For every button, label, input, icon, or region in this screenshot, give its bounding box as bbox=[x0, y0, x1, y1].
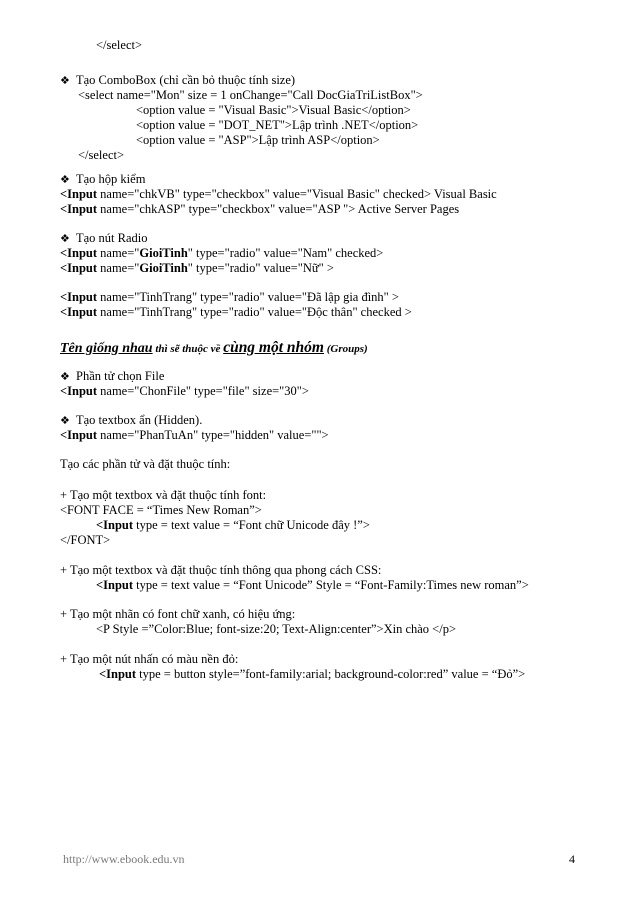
diamond-star-bullet-icon: ❖ bbox=[60, 173, 70, 186]
code-line: <Input name="chkASP" type="checkbox" value="ASP "> Active Server Pages bbox=[60, 202, 460, 216]
code-line: <select name="Mon" size = 1 onChange="Call DocGiaTriListBox"> bbox=[78, 88, 423, 102]
code-line: <FONT FACE = “Times New Roman”> bbox=[60, 503, 262, 517]
code-line: <option value = "Visual Basic">Visual Basic</option> bbox=[136, 103, 411, 117]
bullet-item-checkbox: ❖ Tạo hộp kiểm bbox=[60, 172, 146, 186]
diamond-star-bullet-icon: ❖ bbox=[60, 74, 70, 87]
code-line: <Input name="TinhTrang" type="radio" value="Đã lập gia đình" > bbox=[60, 290, 399, 304]
code-line: <Input type = button style=”font-family:arial; background-color:red” value = “Đỏ”> bbox=[99, 667, 526, 681]
code-line: <P Style =”Color:Blue; font-size:20; Text-Align:center”>Xin chào </p> bbox=[96, 622, 456, 636]
paragraph: + Tạo một nút nhấn có màu nền đỏ: bbox=[60, 652, 239, 666]
code-line: <Input name="TinhTrang" type="radio" value="Độc thân" checked > bbox=[60, 305, 412, 319]
diamond-star-bullet-icon: ❖ bbox=[60, 414, 70, 427]
code-line: <Input type = text value = “Font Unicode” Style = “Font-Family:Times new roman”> bbox=[96, 578, 529, 592]
code-line: <Input name="GioiTinh" type="radio" value="Nam" checked> bbox=[60, 246, 384, 260]
paragraph: + Tạo một textbox và đặt thuộc tính font: bbox=[60, 488, 267, 502]
paragraph: Tạo các phần tử và đặt thuộc tính: bbox=[60, 457, 231, 471]
code-line: </select> bbox=[78, 148, 125, 162]
page-number: 4 bbox=[569, 852, 575, 866]
paragraph: + Tạo một nhãn có font chữ xanh, có hiệu ứng: bbox=[60, 607, 296, 621]
bullet-item-hidden: ❖ Tạo textbox ẩn (Hidden). bbox=[60, 413, 203, 427]
section-heading: Tên giống nhau thì sẽ thuộc về cùng một nhóm (Groups) bbox=[60, 339, 368, 356]
code-line: <Input type = text value = “Font chữ Unicode đây !”> bbox=[96, 518, 370, 532]
footer-url[interactable]: http://www.ebook.edu.vn bbox=[63, 852, 185, 866]
bullet-item-file: ❖ Phần tử chọn File bbox=[60, 369, 165, 383]
diamond-star-bullet-icon: ❖ bbox=[60, 370, 70, 383]
code-line: <option value = "DOT_NET">Lập trình .NET</option> bbox=[136, 118, 419, 132]
code-line: <Input name="ChonFile" type="file" size="30"> bbox=[60, 384, 309, 398]
bullet-item-radio: ❖ Tạo nút Radio bbox=[60, 231, 148, 245]
diamond-star-bullet-icon: ❖ bbox=[60, 232, 70, 245]
code-line: <Input name="GioiTinh" type="radio" value="Nữ" > bbox=[60, 261, 334, 275]
code-line: <Input name="PhanTuAn" type="hidden" value=""> bbox=[60, 428, 329, 442]
paragraph: + Tạo một textbox và đặt thuộc tính thông qua phong cách CSS: bbox=[60, 563, 382, 577]
code-line: <option value = "ASP">Lập trình ASP</option> bbox=[136, 133, 380, 147]
bullet-item-combobox: ❖ Tạo ComboBox (chỉ cần bỏ thuộc tính size) bbox=[60, 73, 296, 87]
code-line: <Input name="chkVB" type="checkbox" value="Visual Basic" checked> Visual Basic bbox=[60, 187, 497, 201]
code-line: </FONT> bbox=[60, 533, 111, 547]
code-line: </select> bbox=[96, 38, 143, 52]
